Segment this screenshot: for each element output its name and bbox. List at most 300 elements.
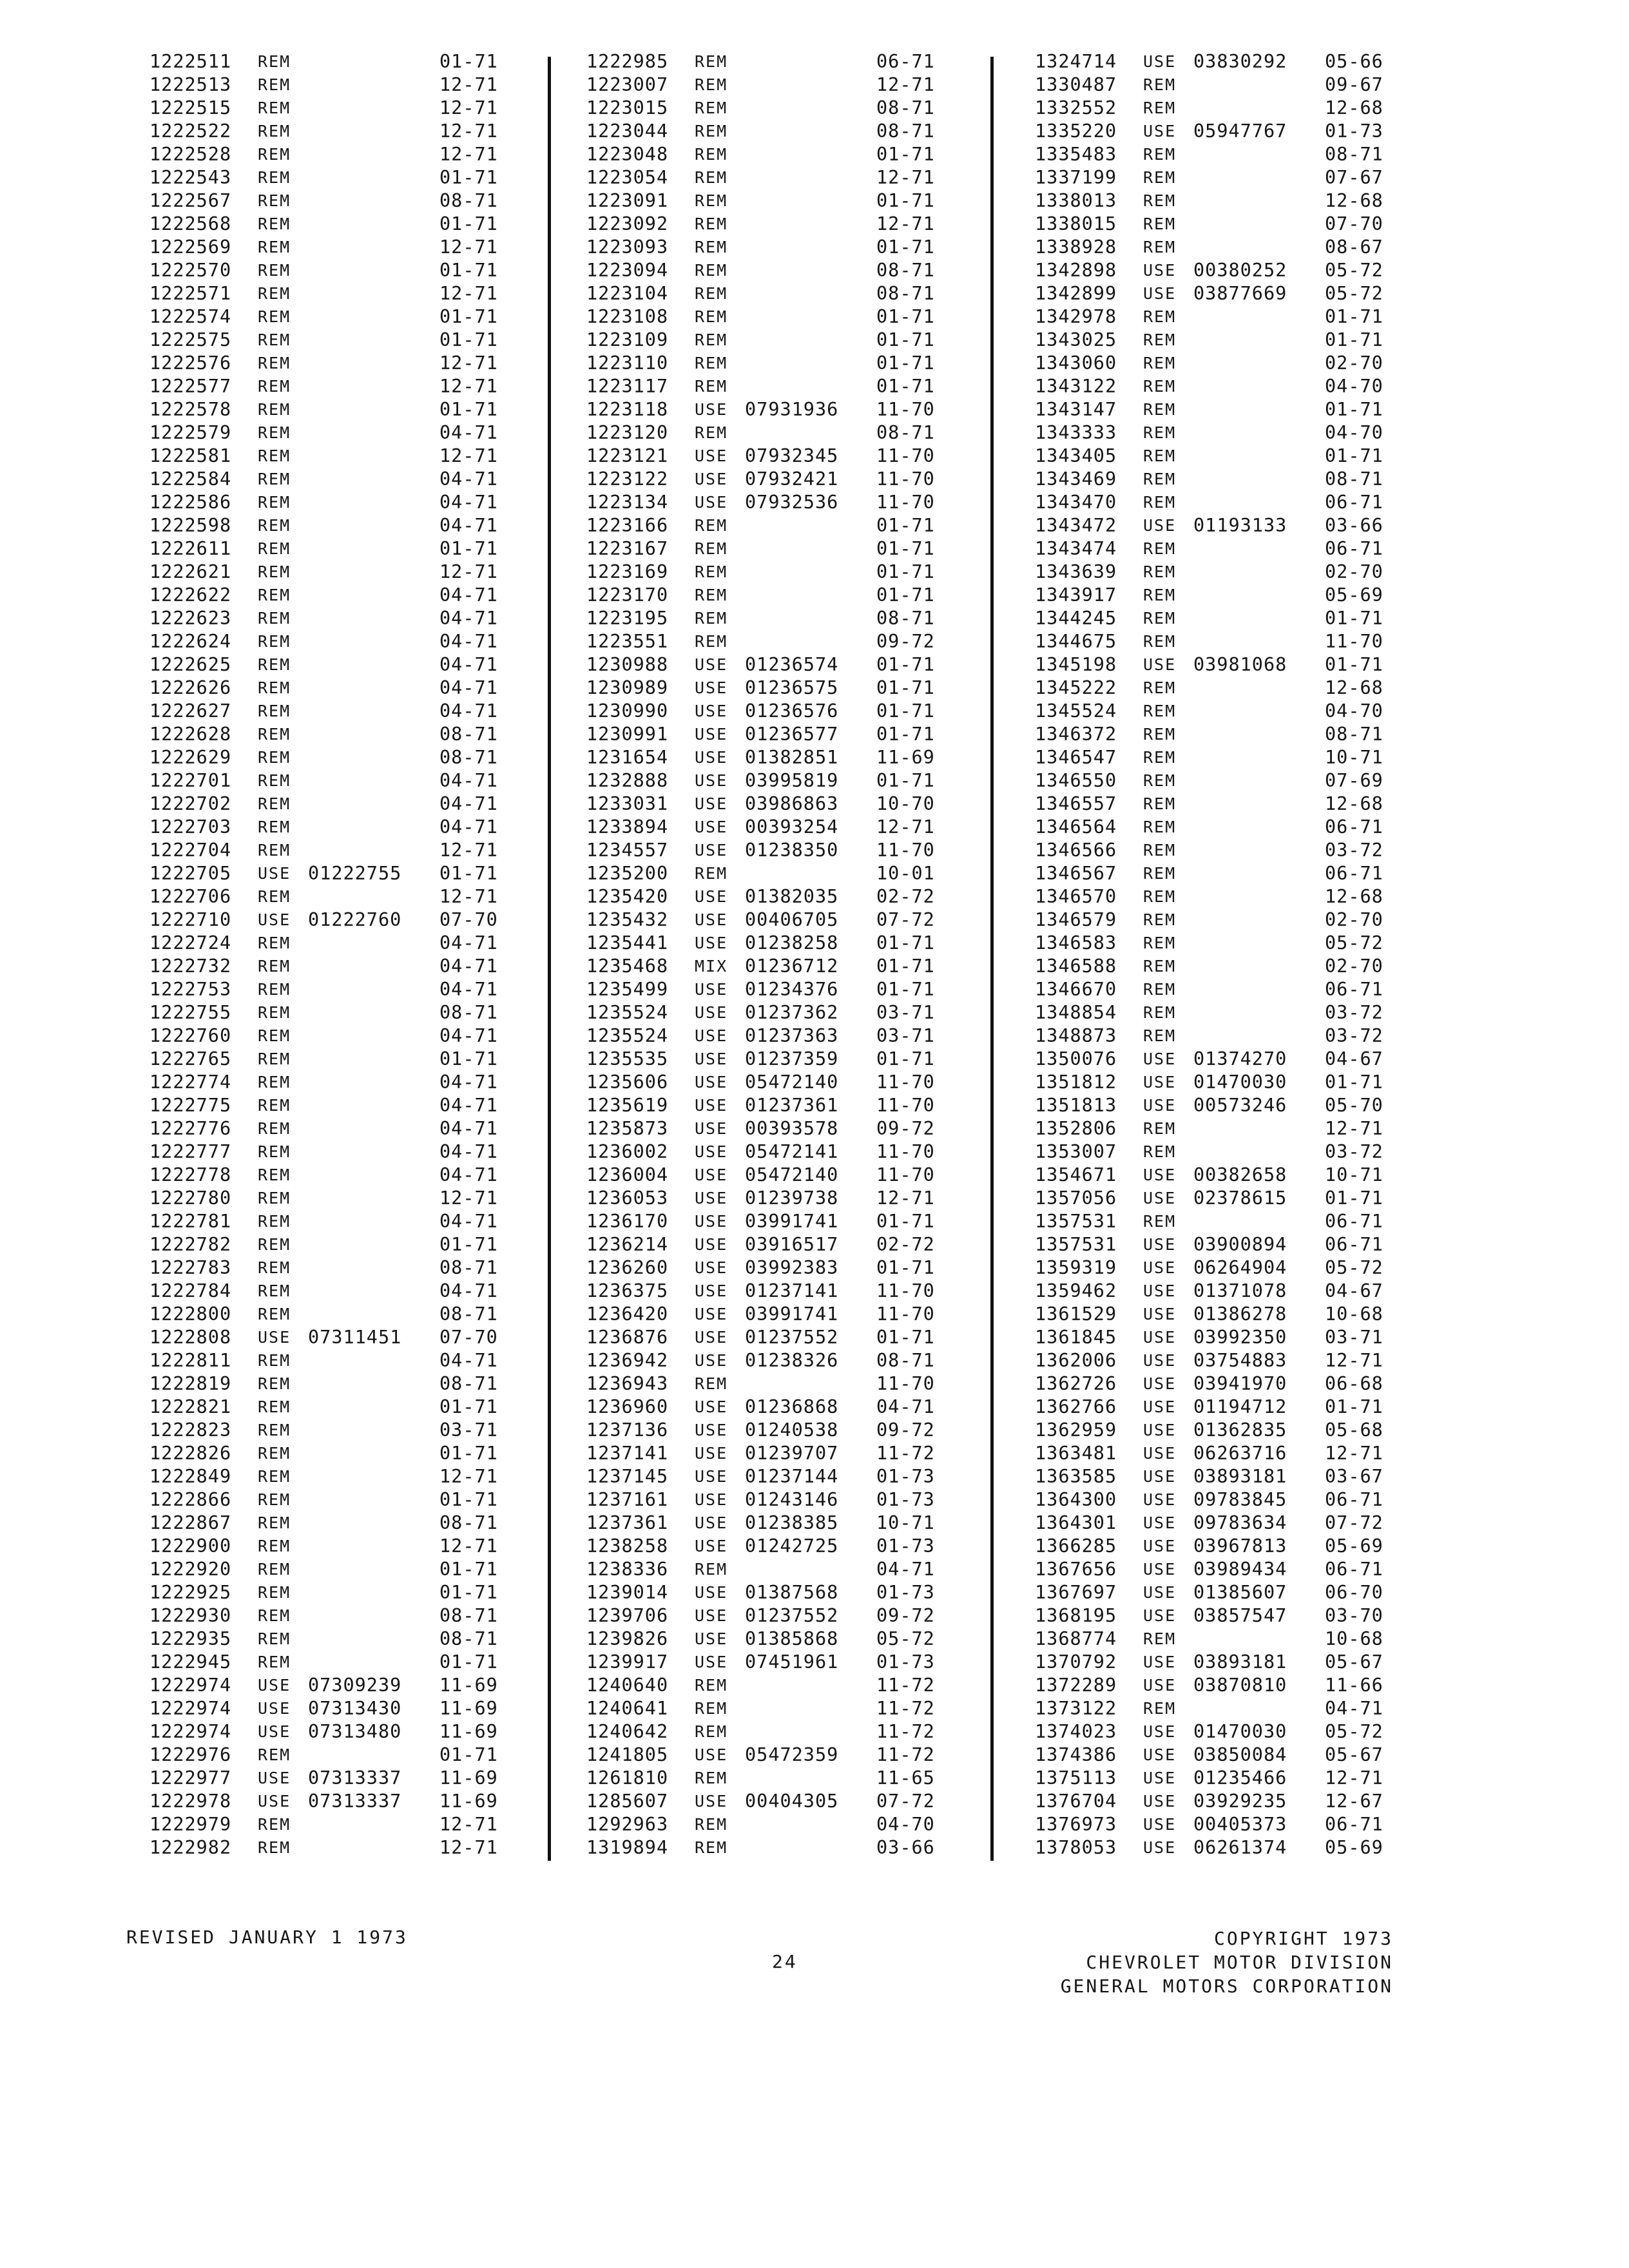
part-number: 1234557 — [586, 840, 669, 861]
date-code: 09-72 — [876, 631, 935, 652]
replacement-part: 01236575 — [745, 677, 839, 698]
part-number: 1338928 — [1035, 236, 1117, 258]
date-code: 06-71 — [1325, 979, 1383, 1000]
date-code: 01-71 — [876, 561, 935, 582]
action-code: USE — [695, 1537, 728, 1555]
date-code: 03-70 — [1325, 1605, 1383, 1626]
date-code: 01-71 — [876, 376, 935, 397]
date-code: 08-71 — [876, 283, 935, 304]
part-number: 1222826 — [149, 1443, 232, 1464]
part-number: 1222705 — [149, 863, 232, 884]
action-code: REM — [695, 284, 728, 303]
date-code: 12-71 — [439, 1814, 498, 1835]
action-code: REM — [1143, 678, 1177, 697]
part-number: 1261810 — [586, 1767, 669, 1789]
action-code: USE — [695, 1166, 728, 1184]
date-code: 11-70 — [1325, 631, 1383, 652]
date-code: 01-71 — [1325, 1187, 1383, 1209]
date-code: 01-73 — [876, 1535, 935, 1557]
date-code: 12-71 — [439, 1187, 498, 1209]
part-number: 1285607 — [586, 1791, 669, 1812]
part-number: 1343917 — [1035, 584, 1117, 606]
action-code: USE — [695, 1142, 728, 1161]
part-number: 1239917 — [586, 1651, 669, 1673]
date-code: 01-71 — [1325, 445, 1383, 466]
part-number: 1235420 — [586, 886, 669, 907]
part-number: 1238258 — [586, 1535, 669, 1557]
date-code: 01-71 — [439, 51, 498, 72]
action-code: USE — [695, 1258, 728, 1277]
part-number: 1346564 — [1035, 816, 1117, 838]
replacement-part: 09783634 — [1193, 1512, 1287, 1533]
part-number: 1346372 — [1035, 724, 1117, 745]
date-code: 01-71 — [876, 724, 935, 745]
replacement-part: 07313480 — [308, 1721, 402, 1742]
date-code: 12-71 — [439, 283, 498, 304]
action-code: USE — [695, 934, 728, 952]
date-code: 09-72 — [876, 1605, 935, 1626]
action-code: USE — [1143, 1490, 1177, 1509]
date-code: 02-72 — [876, 886, 935, 907]
date-code: 04-71 — [439, 654, 498, 675]
replacement-part: 03916517 — [745, 1234, 839, 1255]
action-code: REM — [258, 1815, 291, 1834]
action-code: USE — [695, 1629, 728, 1648]
date-code: 07-69 — [1325, 770, 1383, 791]
action-code: REM — [695, 191, 728, 210]
part-number: 1346550 — [1035, 770, 1117, 791]
part-number: 1335483 — [1035, 144, 1117, 165]
action-code: REM — [258, 1305, 291, 1323]
part-number: 1222755 — [149, 1002, 232, 1023]
date-code: 05-70 — [1325, 1095, 1383, 1116]
action-code: REM — [258, 678, 291, 697]
date-code: 08-71 — [876, 608, 935, 629]
date-code: 04-71 — [439, 677, 498, 698]
part-number: 1222706 — [149, 886, 232, 907]
date-code: 03-66 — [1325, 515, 1383, 536]
action-code: REM — [695, 632, 728, 651]
action-code: REM — [258, 771, 291, 790]
action-code: REM — [695, 215, 728, 233]
replacement-part: 05472140 — [745, 1164, 839, 1186]
action-code: REM — [695, 586, 728, 604]
replacement-part: 01470030 — [1193, 1072, 1287, 1093]
part-number: 1222724 — [149, 932, 232, 954]
date-code: 05-67 — [1325, 1651, 1383, 1673]
part-number: 1222701 — [149, 770, 232, 791]
replacement-part: 03893181 — [1193, 1466, 1287, 1487]
action-code: REM — [258, 168, 291, 187]
date-code: 01-71 — [439, 1048, 498, 1070]
date-code: 10-71 — [1325, 747, 1383, 768]
action-code: USE — [695, 1351, 728, 1370]
date-code: 11-65 — [876, 1767, 935, 1789]
date-code: 11-70 — [876, 492, 935, 513]
action-code: USE — [695, 470, 728, 488]
action-code: USE — [695, 1421, 728, 1439]
part-number: 1222732 — [149, 956, 232, 977]
replacement-part: 01236712 — [745, 956, 839, 977]
action-code: REM — [258, 655, 291, 674]
replacement-part: 01238326 — [745, 1350, 839, 1371]
action-code: REM — [695, 1699, 728, 1718]
part-number: 1222569 — [149, 236, 232, 258]
date-code: 11-69 — [439, 1675, 498, 1696]
part-number: 1232888 — [586, 770, 669, 791]
date-code: 01-71 — [876, 584, 935, 606]
part-number: 1222930 — [149, 1605, 232, 1626]
date-code: 12-71 — [439, 445, 498, 466]
action-code: REM — [258, 122, 291, 140]
action-code: USE — [1143, 1583, 1177, 1602]
part-number: 1222974 — [149, 1675, 232, 1696]
part-number: 1370792 — [1035, 1651, 1117, 1673]
date-code: 06-71 — [1325, 1559, 1383, 1580]
date-code: 08-71 — [439, 747, 498, 768]
replacement-part: 00404305 — [745, 1791, 839, 1812]
part-number: 1222783 — [149, 1257, 232, 1278]
replacement-part: 03754883 — [1193, 1350, 1287, 1371]
action-code: REM — [1143, 748, 1177, 767]
action-code: REM — [1143, 145, 1177, 164]
date-code: 08-71 — [876, 260, 935, 281]
action-code: REM — [1143, 307, 1177, 326]
part-number: 1236375 — [586, 1280, 669, 1302]
part-number: 1222982 — [149, 1837, 232, 1858]
part-number: 1223094 — [586, 260, 669, 281]
date-code: 08-71 — [876, 120, 935, 142]
date-code: 01-71 — [439, 538, 498, 559]
date-code: 12-71 — [876, 74, 935, 95]
action-code: USE — [695, 1073, 728, 1091]
action-code: REM — [258, 52, 291, 71]
action-code: REM — [258, 1398, 291, 1416]
date-code: 07-67 — [1325, 167, 1383, 188]
action-code: USE — [1143, 1096, 1177, 1115]
part-number: 1222576 — [149, 352, 232, 374]
date-code: 06-68 — [1325, 1373, 1383, 1394]
action-code: REM — [695, 238, 728, 256]
action-code: REM — [1143, 354, 1177, 372]
action-code: USE — [695, 818, 728, 836]
action-code: USE — [258, 1328, 291, 1347]
part-number: 1223167 — [586, 538, 669, 559]
replacement-part: 03981068 — [1193, 654, 1287, 675]
date-code: 05-69 — [1325, 584, 1383, 606]
action-code: MIX — [695, 957, 728, 975]
action-code: REM — [258, 331, 291, 349]
date-code: 01-71 — [439, 1582, 498, 1603]
date-code: 04-71 — [439, 1280, 498, 1302]
action-code: REM — [1143, 1699, 1177, 1718]
action-code: REM — [695, 168, 728, 187]
action-code: REM — [1143, 632, 1177, 651]
replacement-part: 07313430 — [308, 1698, 402, 1719]
date-code: 11-70 — [876, 399, 935, 420]
copyright-block — [1061, 1927, 1393, 1998]
action-code: REM — [1143, 887, 1177, 906]
action-code: USE — [1143, 1560, 1177, 1579]
action-code: USE — [695, 1467, 728, 1486]
date-code: 08-71 — [439, 1512, 498, 1533]
date-code: 01-71 — [439, 1651, 498, 1673]
part-number: 1223170 — [586, 584, 669, 606]
part-number: 1346588 — [1035, 956, 1117, 977]
action-code: REM — [1143, 377, 1177, 396]
part-number: 1237161 — [586, 1489, 669, 1510]
action-code: USE — [695, 447, 728, 465]
date-code: 04-70 — [876, 1814, 935, 1835]
action-code: USE — [695, 1235, 728, 1254]
action-code: REM — [258, 702, 291, 720]
part-number: 1346557 — [1035, 793, 1117, 814]
action-code: USE — [695, 1606, 728, 1625]
part-number: 1231654 — [586, 747, 669, 768]
action-code: REM — [1143, 609, 1177, 628]
action-code: USE — [1143, 1722, 1177, 1741]
part-number: 1375113 — [1035, 1767, 1117, 1789]
date-code: 12-71 — [439, 1535, 498, 1557]
action-code: REM — [258, 1351, 291, 1370]
action-code: USE — [695, 1444, 728, 1463]
action-code: USE — [695, 725, 728, 744]
date-code: 03-72 — [1325, 840, 1383, 861]
action-code: USE — [1143, 1351, 1177, 1370]
part-number: 1351813 — [1035, 1095, 1117, 1116]
date-code: 11-70 — [876, 1280, 935, 1302]
action-code: REM — [695, 423, 728, 442]
date-code: 01-71 — [439, 399, 498, 420]
action-code: USE — [1143, 284, 1177, 303]
date-code: 01-71 — [876, 1211, 935, 1232]
action-code: REM — [695, 1676, 728, 1695]
date-code: 04-71 — [439, 631, 498, 652]
part-number: 1223048 — [586, 144, 669, 165]
part-number: 1222985 — [586, 51, 669, 72]
part-number: 1236002 — [586, 1141, 669, 1162]
part-number: 1235499 — [586, 979, 669, 1000]
date-code: 11-69 — [876, 747, 935, 768]
date-code: 01-73 — [1325, 120, 1383, 142]
action-code: REM — [258, 1258, 291, 1277]
part-number: 1222623 — [149, 608, 232, 629]
date-code: 04-70 — [1325, 700, 1383, 722]
part-number: 1343122 — [1035, 376, 1117, 397]
date-code: 04-70 — [1325, 422, 1383, 443]
part-number: 1222627 — [149, 700, 232, 722]
part-number: 1357531 — [1035, 1234, 1117, 1255]
replacement-part: 03877669 — [1193, 283, 1287, 304]
part-number: 1230989 — [586, 677, 669, 698]
part-number: 1222515 — [149, 97, 232, 119]
action-code: USE — [1143, 1792, 1177, 1811]
date-code: 01-73 — [876, 1651, 935, 1673]
action-code: REM — [258, 539, 291, 558]
part-number: 1222702 — [149, 793, 232, 814]
part-number: 1222760 — [149, 1025, 232, 1046]
date-code: 10-68 — [1325, 1628, 1383, 1649]
date-code: 11-70 — [876, 1164, 935, 1186]
action-code: REM — [258, 887, 291, 906]
part-number: 1222780 — [149, 1187, 232, 1209]
action-code: REM — [1143, 818, 1177, 836]
part-number: 1223118 — [586, 399, 669, 420]
part-number: 1357056 — [1035, 1187, 1117, 1209]
action-code: REM — [1143, 934, 1177, 952]
date-code: 11-72 — [876, 1443, 935, 1464]
date-code: 01-71 — [439, 167, 498, 188]
date-code: 04-67 — [1325, 1280, 1383, 1302]
replacement-part: 03830292 — [1193, 51, 1287, 72]
action-code: REM — [258, 1096, 291, 1115]
action-code: REM — [258, 516, 291, 535]
part-number: 1235606 — [586, 1072, 669, 1093]
part-number: 1222765 — [149, 1048, 232, 1070]
part-number: 1292963 — [586, 1814, 669, 1835]
action-code: USE — [695, 1212, 728, 1231]
part-number: 1222920 — [149, 1559, 232, 1580]
part-number: 1346670 — [1035, 979, 1117, 1000]
action-code: REM — [695, 864, 728, 883]
part-number: 1222513 — [149, 74, 232, 95]
action-code: USE — [1143, 1421, 1177, 1439]
date-code: 01-71 — [1325, 654, 1383, 675]
date-code: 12-71 — [439, 886, 498, 907]
date-code: 01-71 — [876, 190, 935, 211]
date-code: 01-71 — [1325, 329, 1383, 351]
part-number: 1222586 — [149, 492, 232, 513]
copyright-line: CHEVROLET MOTOR DIVISION — [1086, 1952, 1393, 1973]
action-code: REM — [1143, 1142, 1177, 1161]
date-code: 08-71 — [439, 1002, 498, 1023]
date-code: 01-71 — [439, 1443, 498, 1464]
replacement-part: 01236868 — [745, 1396, 839, 1418]
date-code: 08-71 — [439, 190, 498, 211]
action-code: REM — [258, 794, 291, 813]
part-number: 1222974 — [149, 1721, 232, 1742]
action-code: REM — [695, 99, 728, 117]
action-code: REM — [695, 377, 728, 396]
action-code: REM — [258, 215, 291, 233]
date-code: 01-71 — [876, 144, 935, 165]
part-number: 1233031 — [586, 793, 669, 814]
date-code: 11-70 — [876, 1373, 935, 1394]
date-code: 10-70 — [876, 793, 935, 814]
part-number: 1222575 — [149, 329, 232, 351]
action-code: REM — [1143, 957, 1177, 975]
action-code: REM — [258, 1026, 291, 1045]
column-divider — [990, 57, 994, 1861]
date-code: 08-71 — [1325, 144, 1383, 165]
date-code: 12-71 — [439, 144, 498, 165]
date-code: 01-71 — [1325, 399, 1383, 420]
action-code: USE — [695, 1026, 728, 1045]
replacement-part: 03857547 — [1193, 1605, 1287, 1626]
action-code: REM — [1143, 493, 1177, 512]
action-code: REM — [695, 609, 728, 628]
part-number: 1223551 — [586, 631, 669, 652]
replacement-part: 03991741 — [745, 1211, 839, 1232]
part-number: 1239014 — [586, 1582, 669, 1603]
replacement-part: 01386278 — [1193, 1303, 1287, 1325]
action-code: REM — [1143, 910, 1177, 929]
part-number: 1348854 — [1035, 1002, 1117, 1023]
action-code: REM — [1143, 1003, 1177, 1022]
replacement-part: 01237363 — [745, 1025, 839, 1046]
part-number: 1223134 — [586, 492, 669, 513]
date-code: 01-71 — [439, 329, 498, 351]
date-code: 11-69 — [439, 1767, 498, 1789]
action-code: USE — [695, 1514, 728, 1532]
part-number: 1222581 — [149, 445, 232, 466]
date-code: 12-71 — [876, 816, 935, 838]
part-number: 1222611 — [149, 538, 232, 559]
part-number: 1373122 — [1035, 1698, 1117, 1719]
replacement-part: 05947767 — [1193, 120, 1287, 142]
date-code: 12-71 — [439, 561, 498, 582]
part-number: 1353007 — [1035, 1141, 1117, 1162]
part-number: 1223169 — [586, 561, 669, 582]
replacement-part: 06263716 — [1193, 1443, 1287, 1464]
date-code: 01-71 — [439, 1559, 498, 1580]
action-code: REM — [258, 493, 291, 512]
date-code: 01-71 — [876, 932, 935, 954]
date-code: 02-70 — [1325, 956, 1383, 977]
part-number: 1235524 — [586, 1002, 669, 1023]
date-code: 04-71 — [439, 1141, 498, 1162]
action-code: USE — [695, 493, 728, 512]
part-number: 1222866 — [149, 1489, 232, 1510]
part-number: 1319894 — [586, 1837, 669, 1858]
date-code: 06-71 — [1325, 1211, 1383, 1232]
page-number: 24 — [772, 1951, 798, 1972]
replacement-part: 01470030 — [1193, 1721, 1287, 1742]
part-number: 1366285 — [1035, 1535, 1117, 1557]
action-code: REM — [258, 1560, 291, 1579]
action-code: USE — [1143, 1050, 1177, 1068]
part-number: 1350076 — [1035, 1048, 1117, 1070]
replacement-part: 03850084 — [1193, 1744, 1287, 1765]
replacement-part: 06264904 — [1193, 1257, 1287, 1278]
date-code: 03-71 — [876, 1025, 935, 1046]
part-number: 1223007 — [586, 74, 669, 95]
replacement-part: 03900894 — [1193, 1234, 1287, 1255]
part-number: 1368774 — [1035, 1628, 1117, 1649]
action-code: REM — [258, 1212, 291, 1231]
action-code: REM — [695, 331, 728, 349]
date-code: 04-71 — [439, 1211, 498, 1232]
part-number: 1343333 — [1035, 422, 1117, 443]
action-code: REM — [695, 1769, 728, 1787]
action-code: USE — [695, 400, 728, 419]
action-code: REM — [258, 586, 291, 604]
part-number: 1236170 — [586, 1211, 669, 1232]
replacement-part: 02378615 — [1193, 1187, 1287, 1209]
action-code: REM — [258, 1282, 291, 1300]
date-code: 11-70 — [876, 840, 935, 861]
date-code: 01-71 — [876, 538, 935, 559]
action-code: REM — [1143, 447, 1177, 465]
action-code: USE — [1143, 1189, 1177, 1207]
date-code: 06-71 — [1325, 863, 1383, 884]
action-code: REM — [258, 470, 291, 488]
date-code: 01-71 — [439, 863, 498, 884]
part-number: 1362766 — [1035, 1396, 1117, 1418]
date-code: 01-71 — [876, 677, 935, 698]
date-code: 10-68 — [1325, 1303, 1383, 1325]
part-number: 1362726 — [1035, 1373, 1117, 1394]
